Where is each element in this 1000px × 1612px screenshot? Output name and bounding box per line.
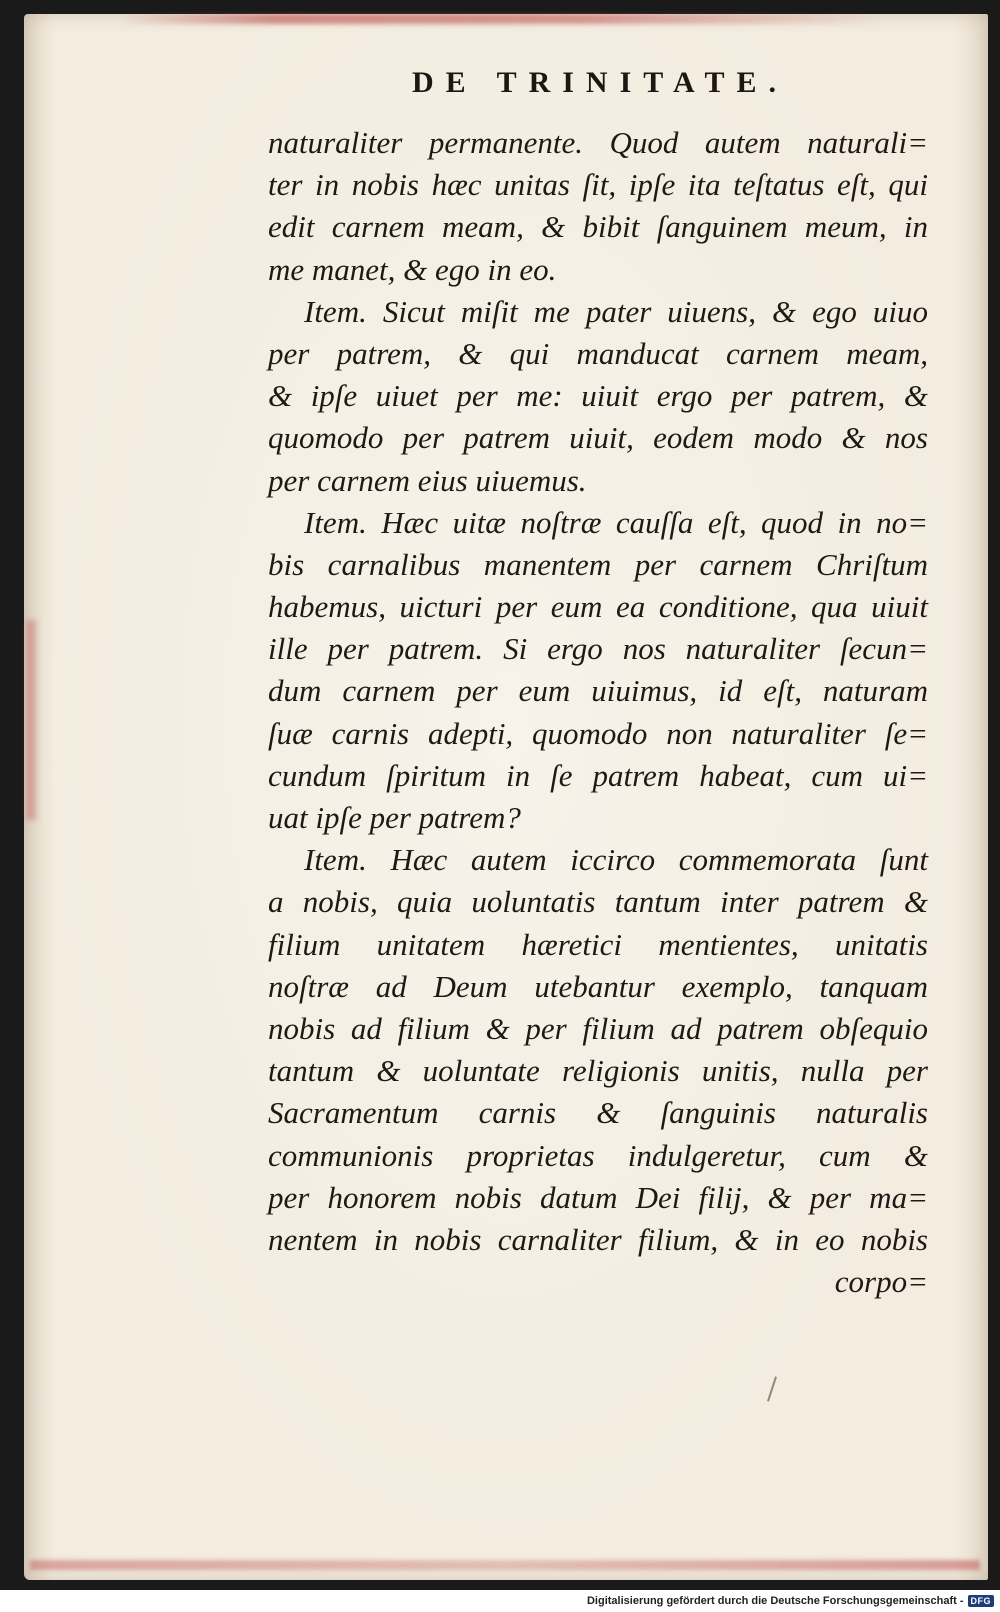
text-line: ter in nobis hæc unitas ſit, ipſe ita teſtatus eſt, qui — [268, 167, 928, 203]
text-line: nobis ad filium & per filium ad patrem obſequio — [268, 1010, 928, 1046]
text-line: & ipſe uiuet per me: uiuit ergo per patrem, & — [268, 378, 928, 414]
text-line: habemus, uicturi per eum ea conditione, qua uiuit — [268, 589, 928, 625]
body-text — [268, 122, 928, 1303]
text-line: dum carnem per eum uiuimus, id eſt, naturam — [268, 673, 928, 709]
text-line: ille per patrem. Si ergo nos naturaliter ſecun= — [268, 631, 928, 667]
text-line: uat ipſe per patrem? — [268, 800, 521, 835]
red-edge-top — [120, 14, 880, 24]
text-line: cundum ſpiritum in ſe patrem habeat, cum ui= — [268, 757, 928, 793]
dfg-logo-icon: DFG — [968, 1595, 995, 1607]
text-line: per carnem eius uiuemus. — [268, 462, 587, 498]
text-line: Item. Hæc uitæ noſtræ cauſſa eſt, quod in no= — [304, 504, 928, 540]
text-line: quomodo per patrem uiuit, eodem modo & nos — [268, 420, 928, 456]
text-line: a nobis, quia uoluntatis tantum inter patrem & — [268, 884, 928, 920]
text-line: edit carnem meam, & bibit ſanguinem meum, in — [268, 209, 928, 245]
text-line: per honorem nobis datum Dei filij, & per ma= — [268, 1179, 928, 1215]
text-line: me manet, & ego in eo. — [268, 251, 557, 287]
text-line: Sacramentum carnis & ſanguinis naturalis — [268, 1095, 928, 1131]
text-line: ſuæ carnis adepti, quomodo non naturaliter ſe= — [268, 715, 928, 751]
text-line: Item. Sicut miſit me pater uiuens, & ego uiuo — [304, 293, 928, 329]
text-line: naturaliter permanente. Quod autem naturali= — [268, 125, 928, 160]
text-line: bis carnalibus manentem per carnem Chriſtum — [268, 546, 928, 582]
text-line: tantum & uoluntate religionis unitis, nulla per — [268, 1053, 928, 1089]
credit-text: Digitalisierung gefördert durch die Deutsche Forschungsgemeinschaft - — [586, 1595, 964, 1607]
text-line: filium unitatem hæretici mentientes, unitatis — [268, 926, 928, 962]
text-line: Item. Hæc autem iccirco commemorata ſunt — [304, 842, 928, 878]
red-edge-bottom — [30, 1560, 980, 1570]
text-line: communionis proprietas indulgeretur, cum & — [268, 1137, 928, 1173]
running-header: DE TRINITATE. — [411, 66, 789, 99]
digitization-credit — [586, 1592, 994, 1610]
red-edge-left — [26, 620, 36, 820]
text-line: noſtræ ad Deum utebantur exemplo, tanquam — [268, 968, 928, 1004]
text-line: corpo= — [834, 1264, 928, 1300]
text-line: nentem in nobis carnaliter filium, & in eo nobis — [268, 1221, 928, 1257]
text-line: per patrem, & qui manducat carnem meam, — [268, 335, 928, 371]
